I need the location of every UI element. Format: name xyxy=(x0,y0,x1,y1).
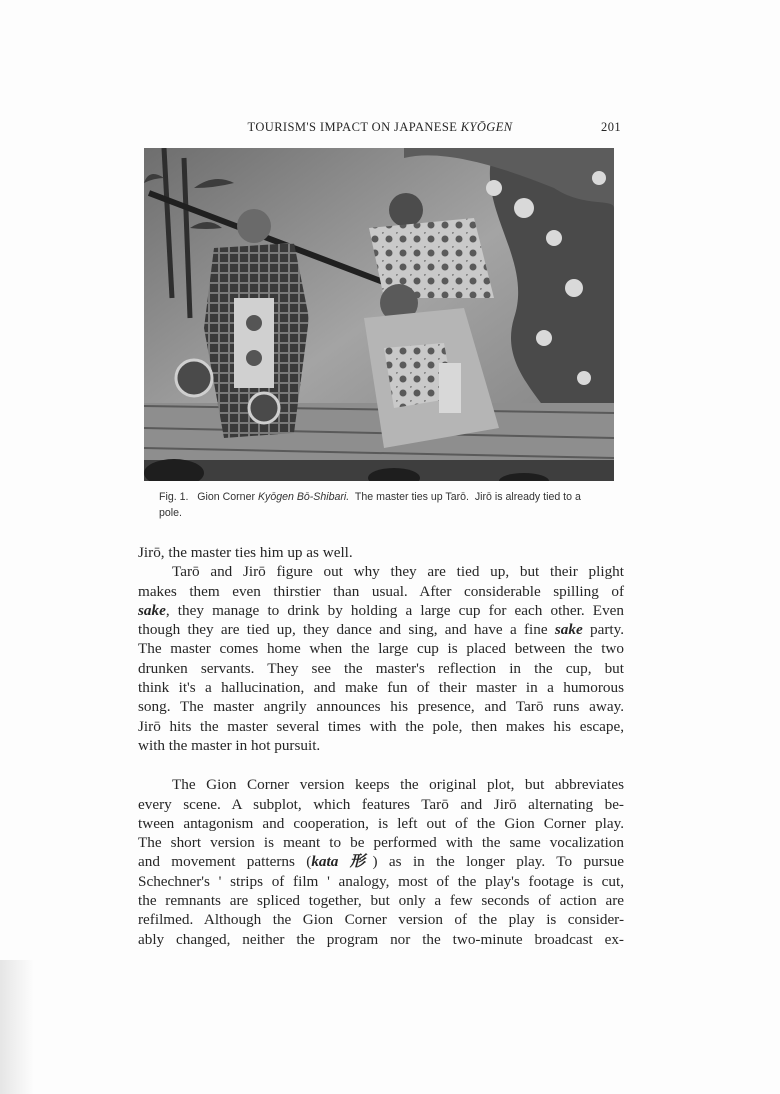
running-title: TOURISM'S IMPACT ON JAPANESE KYŌGEN xyxy=(247,120,513,134)
body-text xyxy=(138,543,624,949)
text-line: song. The master angrily announces his presence, and Tarō runs away. xyxy=(138,698,624,716)
text-line: every scene. A subplot, which features Tarō and Jirō alternating be- xyxy=(138,795,624,813)
text-line: tween antagonism and cooperation, is left out of the Gion Corner play. xyxy=(138,814,624,832)
caption-italic-title: Kyōgen Bō-Shibari. xyxy=(257,491,350,503)
text-line: makes them even thirstier than usual. After considerable spilling of xyxy=(138,582,624,600)
text-line: The Gion Corner version keeps the original plot, but abbreviates xyxy=(172,776,624,794)
text-line: Jirō, the master ties him up as well. xyxy=(138,544,353,561)
text-line: Schechner's ' strips of film ' analogy, most of the play's footage is cut, xyxy=(138,872,624,890)
text-line: refilmed. Although the Gion Corner version of the play is consider- xyxy=(138,911,624,929)
text-line: drunken servants. They see the master's reflection in the cup, but xyxy=(138,659,624,677)
paragraph-gap xyxy=(138,755,624,775)
text-line: ably changed, neither the program nor the two-minute broadcast ex- xyxy=(138,930,624,948)
caption-text: Gion Corner xyxy=(197,491,258,503)
text-line: The short version is meant to be performed with the same vocalization xyxy=(138,834,624,852)
text-line: The master comes home when the large cup is placed between the two xyxy=(138,640,624,658)
caption-label: Fig. 1. xyxy=(159,491,189,503)
italic-term: sake xyxy=(554,621,583,639)
text-line: the remnants are spliced together, but only a few seconds of action are xyxy=(138,892,624,910)
caption-description: The master ties up Tarō. Jirō is already tied to a pole. xyxy=(159,491,584,519)
text-line: Tarō and Jirō figure out why they are tied up, but their plight xyxy=(172,563,624,581)
text-line: Jirō hits the master several times with the pole, then makes his escape, xyxy=(138,717,624,735)
text-line: and movement patterns (kata 形) as in the longer play. To pursue xyxy=(138,853,624,871)
figure-photograph xyxy=(144,148,614,481)
text-line: sake, they manage to drink by holding a large cup for each other. Even xyxy=(138,601,624,619)
page-edge-shadow xyxy=(0,960,34,1094)
figure-caption xyxy=(159,489,605,521)
italic-term: kata 形 xyxy=(311,853,373,871)
page-number: 201 xyxy=(601,120,621,134)
text-line: think it's a hallucination, and make fun of their master in a humorous xyxy=(138,679,624,697)
running-header xyxy=(136,120,624,138)
text-line: with the master in hot pursuit. xyxy=(138,736,321,754)
text-line: though they are tied up, they dance and sing, and have a fine sake party. xyxy=(138,621,625,639)
italic-term: sake xyxy=(138,601,166,619)
stage-scene-illustration xyxy=(144,148,614,481)
